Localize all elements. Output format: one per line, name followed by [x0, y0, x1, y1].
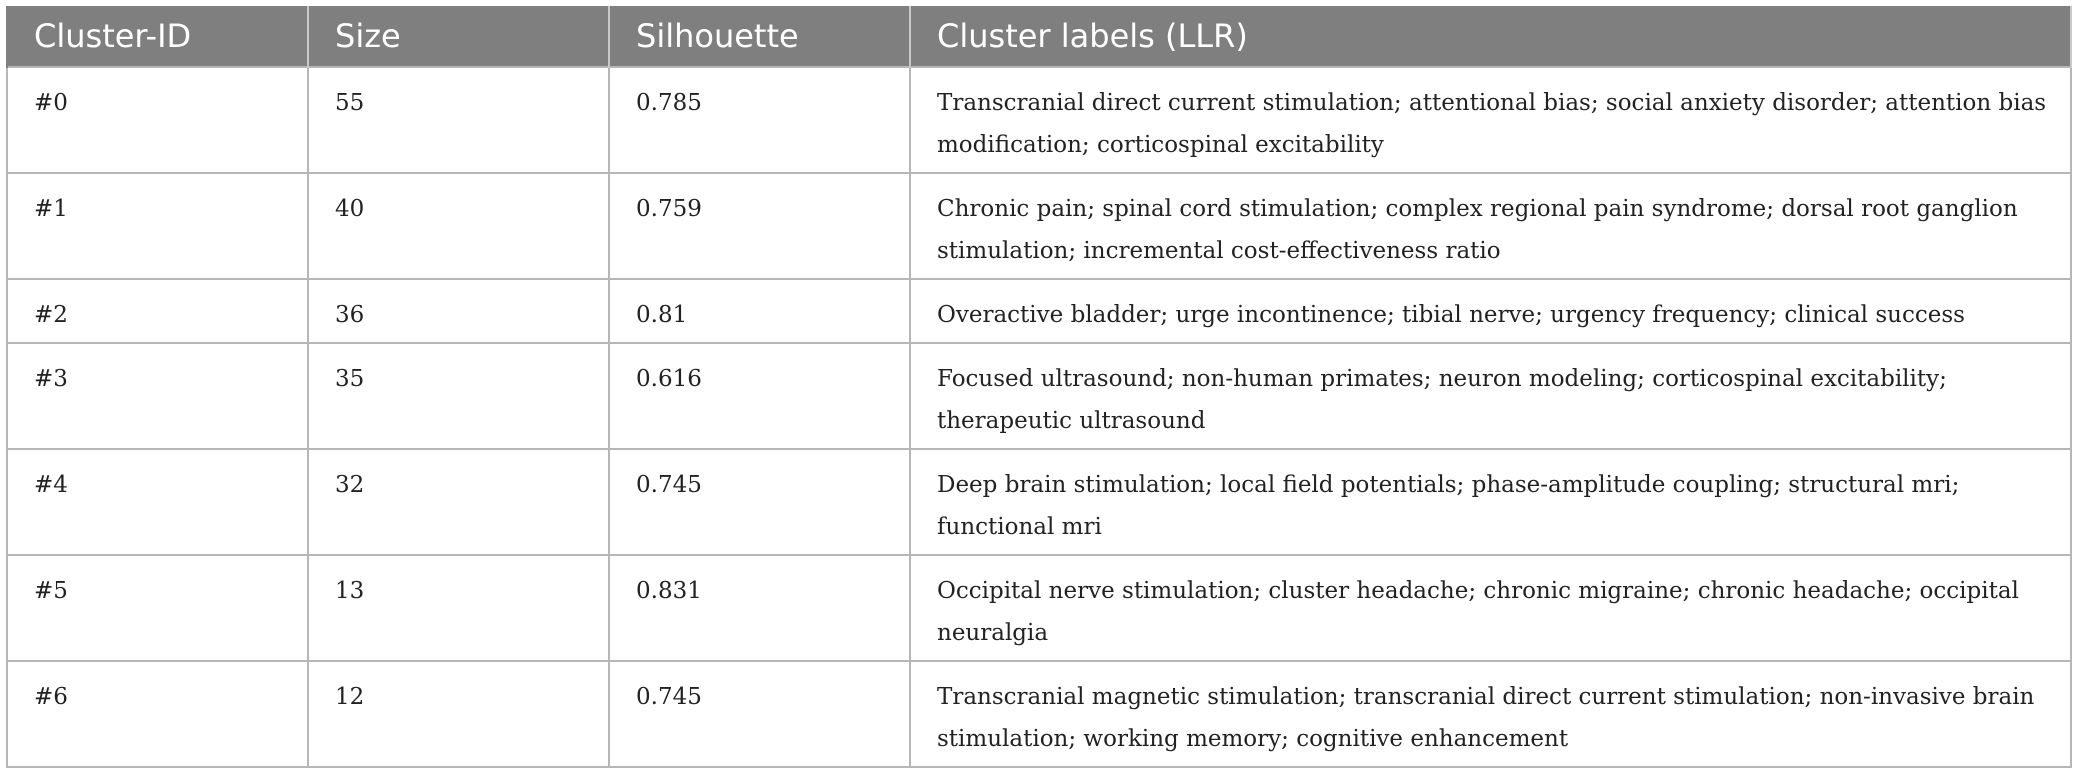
cell-cluster-labels: Transcranial direct current stimulation; attentional bias; social anxiety disorder; attention bias modification; corticospinal excitability	[910, 67, 2071, 173]
cell-cluster-id: #1	[7, 173, 308, 279]
table-row	[7, 449, 2071, 555]
cell-cluster-id: #2	[7, 279, 308, 343]
cell-silhouette: 0.616	[609, 343, 910, 449]
cell-silhouette: 0.785	[609, 67, 910, 173]
cell-size: 12	[308, 661, 609, 767]
cell-size: 40	[308, 173, 609, 279]
header-size: Size	[308, 6, 609, 67]
table-body	[7, 67, 2071, 767]
cell-cluster-id: #5	[7, 555, 308, 661]
header-row	[7, 6, 2071, 67]
table-row	[7, 343, 2071, 449]
table-row	[7, 67, 2071, 173]
header-cluster-labels: Cluster labels (LLR)	[910, 6, 2071, 67]
cell-silhouette: 0.759	[609, 173, 910, 279]
cell-size: 13	[308, 555, 609, 661]
cell-cluster-id: #0	[7, 67, 308, 173]
cell-size: 35	[308, 343, 609, 449]
cell-cluster-labels: Occipital nerve stimulation; cluster headache; chronic migraine; chronic headache; occipital neuralgia	[910, 555, 2071, 661]
cell-cluster-labels: Focused ultrasound; non-human primates; neuron modeling; corticospinal excitability; therapeutic ultrasound	[910, 343, 2071, 449]
table-row	[7, 279, 2071, 343]
cell-cluster-labels: Transcranial magnetic stimulation; transcranial direct current stimulation; non-invasive brain stimulation; working memory; cognitive enhancement	[910, 661, 2071, 767]
table-header	[7, 6, 2071, 67]
cell-cluster-labels: Chronic pain; spinal cord stimulation; complex regional pain syndrome; dorsal root ganglion stimulation; incremental cost-effectiveness ratio	[910, 173, 2071, 279]
table-row	[7, 661, 2071, 767]
cell-cluster-id: #3	[7, 343, 308, 449]
cell-cluster-labels: Overactive bladder; urge incontinence; tibial nerve; urgency frequency; clinical success	[910, 279, 2071, 343]
header-cluster-id: Cluster-ID	[7, 6, 308, 67]
cell-cluster-id: #4	[7, 449, 308, 555]
table-row	[7, 555, 2071, 661]
cell-silhouette: 0.81	[609, 279, 910, 343]
cell-cluster-id: #6	[7, 661, 308, 767]
table-row	[7, 173, 2071, 279]
cell-size: 36	[308, 279, 609, 343]
cell-silhouette: 0.745	[609, 449, 910, 555]
cell-cluster-labels: Deep brain stimulation; local field potentials; phase-amplitude coupling; structural mri; functional mri	[910, 449, 2071, 555]
cell-size: 32	[308, 449, 609, 555]
cluster-table	[6, 6, 2072, 768]
cell-silhouette: 0.831	[609, 555, 910, 661]
header-silhouette: Silhouette	[609, 6, 910, 67]
cell-size: 55	[308, 67, 609, 173]
cell-silhouette: 0.745	[609, 661, 910, 767]
